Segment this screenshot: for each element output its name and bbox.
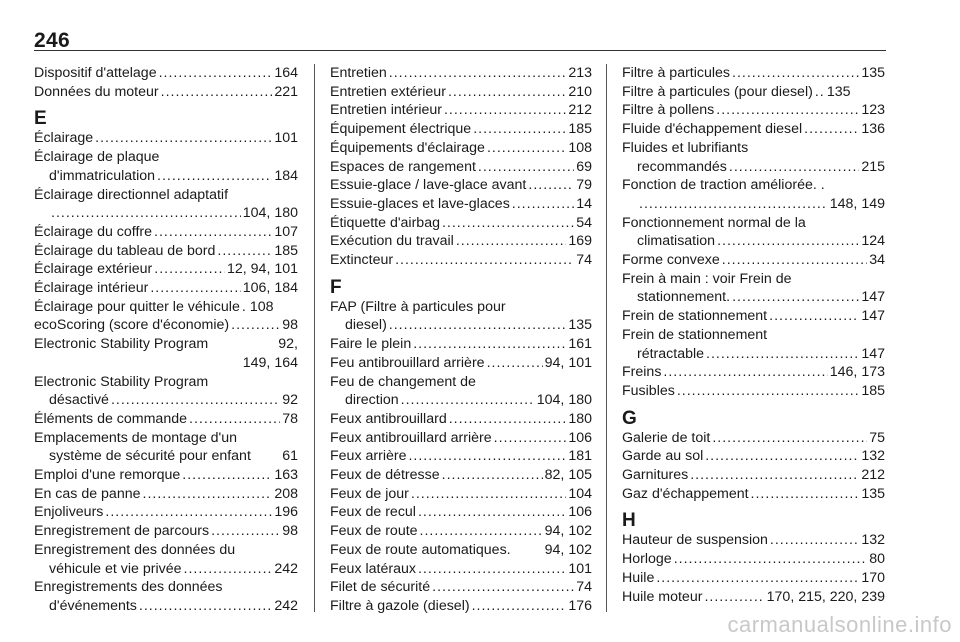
watermark: carmanualsonline.info xyxy=(727,612,952,637)
index-entry: Filtre à gazole (diesel) ..... 176 xyxy=(330,597,592,616)
index-entry: Extincteur ..... 74 xyxy=(330,251,592,270)
index-entry: Entretien ..... 213 xyxy=(330,64,592,83)
index-entry: Garnitures ..... 212 xyxy=(622,466,885,485)
index-entry: Huile moteur ..... 170, 215, 220, 239 xyxy=(622,588,885,607)
index-entry: Feux de route automatiques. 94, 102 xyxy=(330,541,592,558)
index-entry: Feux de jour ..... 104 xyxy=(330,485,592,504)
index-entry: Fusibles ..... 185 xyxy=(622,382,885,401)
index-entry: Étiquette d'airbag ..... 54 xyxy=(330,214,592,233)
index-entry: Éclairage du tableau de bord ..... 185 xyxy=(34,242,298,261)
index-entry: Enregistrement de parcours ..... 98 xyxy=(34,522,298,541)
index-entry: Filtre à particules ..... 135 xyxy=(622,64,885,83)
index-entry: Horloge ..... 80 xyxy=(622,550,885,569)
index-entry: Faire le plein ..... 161 xyxy=(330,335,592,354)
index-entry: En cas de panne ..... 208 xyxy=(34,485,298,504)
index-entry: Frein à main : voir Frein de stationnement. ..... 147 xyxy=(622,270,885,307)
index-entry: Enjoliveurs ..... 196 xyxy=(34,503,298,522)
index-column-3 xyxy=(622,64,885,606)
index-entry: Frein de stationnement rétractable ..... 147 xyxy=(622,326,885,363)
index-entry: Electronic Stability Program désactivé ..... 92 xyxy=(34,373,298,410)
index-entry: Équipement électrique ..... 185 xyxy=(330,120,592,139)
page-number: 246 xyxy=(34,29,70,52)
index-entry: Hauteur de suspension ..... 132 xyxy=(622,531,885,550)
index-entry: Feux de détresse ..... 82, 105 xyxy=(330,466,592,485)
index-entry: Feu antibrouillard arrière ..... 94, 101 xyxy=(330,354,592,373)
index-entry: Éclairage directionnel adaptatif ..... 104, 180 xyxy=(34,186,298,223)
section-letter: H xyxy=(622,510,636,532)
index-entry: Enregistrements des données d'événements ..... 242 xyxy=(34,578,298,615)
index-entry: Emploi d'une remorque ..... 163 xyxy=(34,466,298,485)
index-entry: Entretien extérieur ..... 210 xyxy=(330,83,592,102)
section-letter: E xyxy=(34,108,47,130)
index-entry: Emplacements de montage d'un système de sécurité pour enfant 61 xyxy=(34,429,298,465)
index-entry: Feux antibrouillard arrière ..... 106 xyxy=(330,429,592,448)
index-entry: Enregistrement des données du véhicule et vie privée ..... 242 xyxy=(34,541,298,578)
index-entry: Fluides et lubrifiants recommandés ..... 215 xyxy=(622,139,885,176)
index-entry: Éclairage de plaque d'immatriculation ..... 184 xyxy=(34,148,298,185)
index-entry: Huile ..... 170 xyxy=(622,569,885,588)
index-entry: Exécution du travail ..... 169 xyxy=(330,232,592,251)
index-entry: Feux latéraux ..... 101 xyxy=(330,560,592,579)
index-entry: Feux antibrouillard ..... 180 xyxy=(330,410,592,429)
index-entry: Fonctionnement normal de la climatisation ..... 124 xyxy=(622,214,885,251)
index-entry: Galerie de toit ..... 75 xyxy=(622,429,885,448)
index-entry: Fluide d'échappement diesel ..... 136 xyxy=(622,120,885,139)
index-entry: Éléments de commande ..... 78 xyxy=(34,410,298,429)
index-entry: Feux de route ..... 94, 102 xyxy=(330,522,592,541)
index-column-2 xyxy=(330,64,592,616)
index-entry: Éclairage du coffre ..... 107 xyxy=(34,223,298,242)
column-divider xyxy=(314,64,315,612)
index-entry: Entretien intérieur ..... 212 xyxy=(330,101,592,120)
index-entry: Fonction de traction améliorée. . ..... 148, 149 xyxy=(622,176,885,213)
index-entry: Forme convexe ..... 34 xyxy=(622,251,885,270)
index-entry: Filet de sécurité ..... 74 xyxy=(330,578,592,597)
index-entry: Feux arrière ..... 181 xyxy=(330,447,592,466)
index-entry: FAP (Filtre à particules pour diesel) ..... 135 xyxy=(330,298,592,335)
header-rule xyxy=(34,50,886,51)
index-entry: Garde au sol ..... 132 xyxy=(622,447,885,466)
index-entry: Éclairage ..... 101 xyxy=(34,129,298,148)
index-entry: Feu de changement de direction ..... 104, 180 xyxy=(330,373,592,410)
index-entry: Dispositif d'attelage ..... 164 xyxy=(34,64,298,83)
index-entry: Espaces de rangement ..... 69 xyxy=(330,158,592,177)
index-entry: Electronic Stability Program 92, 149, 164 xyxy=(34,336,298,371)
index-entry: Feux de recul ..... 106 xyxy=(330,503,592,522)
index-entry: Filtre à pollens ..... 123 xyxy=(622,101,885,120)
index-entry: Filtre à particules (pour diesel) ..... 135 xyxy=(622,83,885,102)
section-letter: F xyxy=(330,276,342,298)
index-entry: Freins ..... 146, 173 xyxy=(622,363,885,382)
index-column-1 xyxy=(34,64,298,616)
index-entry: Éclairage pour quitter le véhicule ..... 108 xyxy=(34,298,298,317)
index-entry: ecoScoring (score d'économie) ..... 98 xyxy=(34,316,298,335)
index-entry: Données du moteur ..... 221 xyxy=(34,83,298,102)
index-entry: Essuie-glace / lave-glace avant ..... 79 xyxy=(330,176,592,195)
index-entry: Essuie-glaces et lave-glaces ..... 14 xyxy=(330,195,592,214)
index-entry: Éclairage extérieur ..... 12, 94, 101 xyxy=(34,260,298,279)
index-entry: Équipements d'éclairage ..... 108 xyxy=(330,139,592,158)
index-entry: Gaz d'échappement ..... 135 xyxy=(622,485,885,504)
section-letter: G xyxy=(622,407,637,429)
index-entry: Éclairage intérieur ..... 106, 184 xyxy=(34,279,298,298)
index-entry: Frein de stationnement ..... 147 xyxy=(622,307,885,326)
column-divider xyxy=(606,64,607,612)
